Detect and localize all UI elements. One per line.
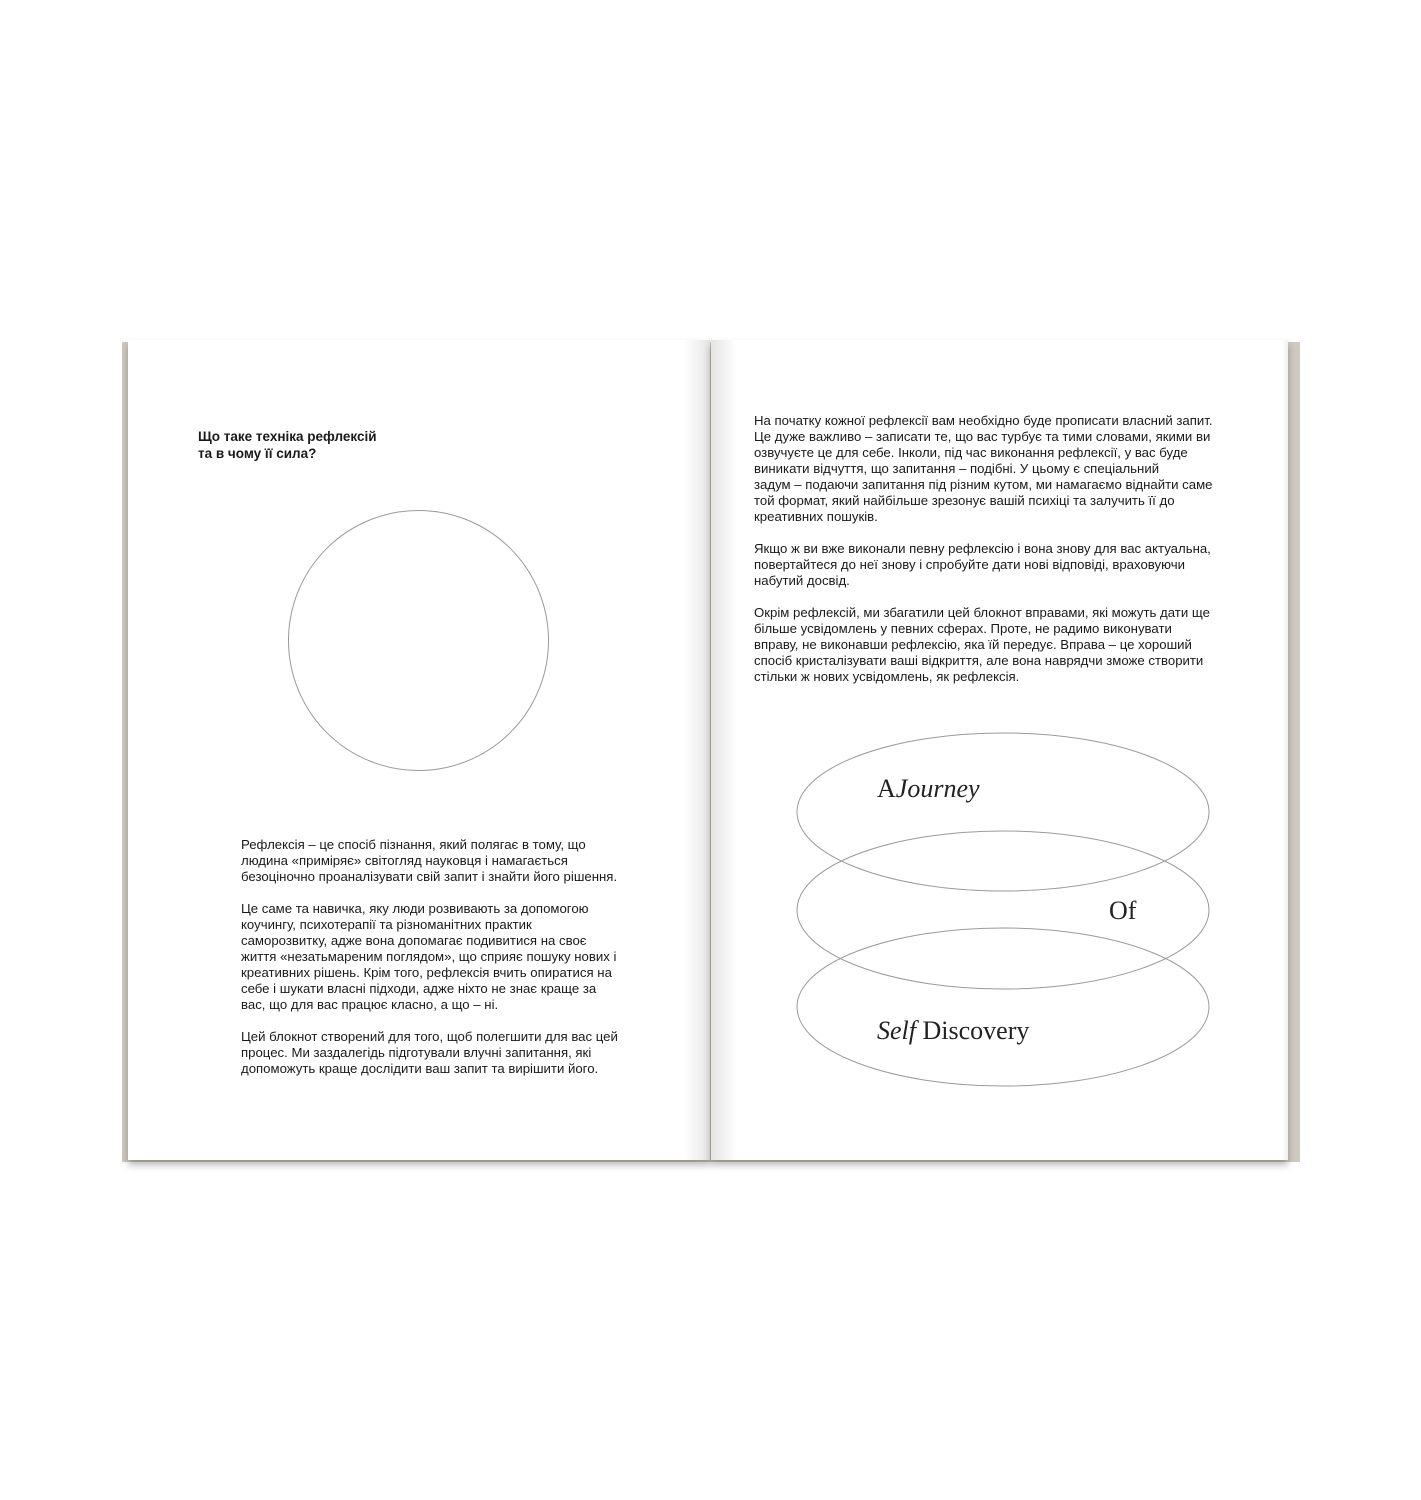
text-line: креативних рішень. Крім того, рефлексія вчить опиратися на bbox=[241, 965, 612, 980]
circle-illustration bbox=[288, 510, 549, 771]
right-body-text bbox=[754, 413, 1254, 701]
title-word-self: Self bbox=[877, 1016, 916, 1045]
gutter-shadow bbox=[684, 340, 710, 1160]
text-line: Це саме та навичка, яку люди розвивають за допомогою bbox=[241, 901, 589, 916]
text-line: креативних пошуків. bbox=[754, 509, 878, 524]
notebook-spread bbox=[122, 340, 1300, 1166]
section-heading bbox=[198, 428, 458, 462]
text-line: більше усвідомлень у певних сферах. Проте, не радимо виконувати bbox=[754, 621, 1172, 636]
paragraph bbox=[754, 541, 1254, 589]
text-line: людина «приміряє» світогляд науковця і намагається bbox=[241, 853, 568, 868]
title-word-of: Of bbox=[1109, 896, 1137, 925]
text-line: На початку кожної рефлексії вам необхідно буде прописати власний запит. bbox=[754, 413, 1213, 428]
paragraph bbox=[754, 413, 1254, 525]
paragraph bbox=[241, 837, 661, 885]
text-line: озвучуєте це для себе. Інколи, під час виконання рефлексії, у вас буде bbox=[754, 445, 1188, 460]
text-line: Цей блокнот створений для того, щоб полегшити для вас цей bbox=[241, 1029, 618, 1044]
text-line: той формат, який найбільше зрезонує вашій психіці та залучить її до bbox=[754, 493, 1175, 508]
text-line: набутий досвід. bbox=[754, 573, 850, 588]
text-line: задум – подаючи запитання під різним кутом, ми намагаємо віднайти саме bbox=[754, 477, 1213, 492]
text-line: Рефлексія – це спосіб пізнання, який полягає в тому, що bbox=[241, 837, 586, 852]
text-line: Це дуже важливо – записати те, що вас турбує та тими словами, якими ви bbox=[754, 429, 1211, 444]
heading-line: Що таке техніка рефлексій bbox=[198, 429, 377, 444]
left-page bbox=[128, 340, 710, 1160]
text-line: вправу, не виконавши рефлексію, яка їй передує. Вправа – це хороший bbox=[754, 637, 1192, 652]
text-line: процес. Ми заздалегідь підготували влучні запитання, які bbox=[241, 1045, 592, 1060]
ellipse-top bbox=[797, 733, 1209, 891]
text-line: допоможуть краще дослідити ваш запит та вирішити його. bbox=[241, 1061, 599, 1076]
title-word-a: A bbox=[877, 774, 896, 803]
heading-line: та в чому її сила? bbox=[198, 446, 317, 461]
text-line: спосіб кристалізувати ваші відкриття, але вона наврядчи зможе створити bbox=[754, 653, 1204, 668]
page-edge-shadow bbox=[1282, 340, 1288, 1160]
text-line: стільки ж нових усвідомлень, як рефлексія. bbox=[754, 669, 1020, 684]
left-body-text bbox=[241, 837, 661, 1093]
text-line: вас, що для вас працює класно, а що – ні. bbox=[241, 997, 499, 1012]
paragraph bbox=[241, 1029, 661, 1077]
right-page bbox=[711, 340, 1288, 1160]
gutter-shadow bbox=[711, 340, 737, 1160]
text-line: себе і шукати власні підходи, адже ніхто не знає краще за bbox=[241, 981, 597, 996]
text-line: повертайтеся до неї знову і спробуйте дати нові відповіді, враховуючи bbox=[754, 557, 1185, 572]
text-line: коучингу, психотерапії та різноманітних практик bbox=[241, 917, 532, 932]
text-line: саморозвитку, адже вона допомагає подивитися на своє bbox=[241, 933, 587, 948]
ellipse-bottom bbox=[797, 928, 1209, 1086]
title-line-a-journey bbox=[877, 774, 980, 804]
title-word-discovery: Discovery bbox=[922, 1016, 1030, 1045]
text-line: життя «незатьмареним поглядом», що сприяє пошуку нових і bbox=[241, 949, 617, 964]
ellipse-middle bbox=[797, 831, 1209, 989]
text-line: безоціночно проаналізувати свій запит і знайти його рішення. bbox=[241, 869, 618, 884]
text-line: Окрім рефлексій, ми збагатили цей блокнот вправами, які можуть дати ще bbox=[754, 605, 1210, 620]
title-word-journey: Journey bbox=[895, 774, 980, 803]
title-line-of bbox=[1109, 896, 1136, 926]
paragraph bbox=[241, 901, 661, 1013]
text-line: Якщо ж ви вже виконали певну рефлексію і вона знову для вас актуальна, bbox=[754, 541, 1211, 556]
paragraph bbox=[754, 605, 1254, 685]
journey-title-graphic bbox=[793, 732, 1213, 1096]
title-line-self-discovery bbox=[877, 1016, 1029, 1046]
text-line: виникати відчуття, що запитання – подібні. У цьому є спеціальний bbox=[754, 461, 1160, 476]
